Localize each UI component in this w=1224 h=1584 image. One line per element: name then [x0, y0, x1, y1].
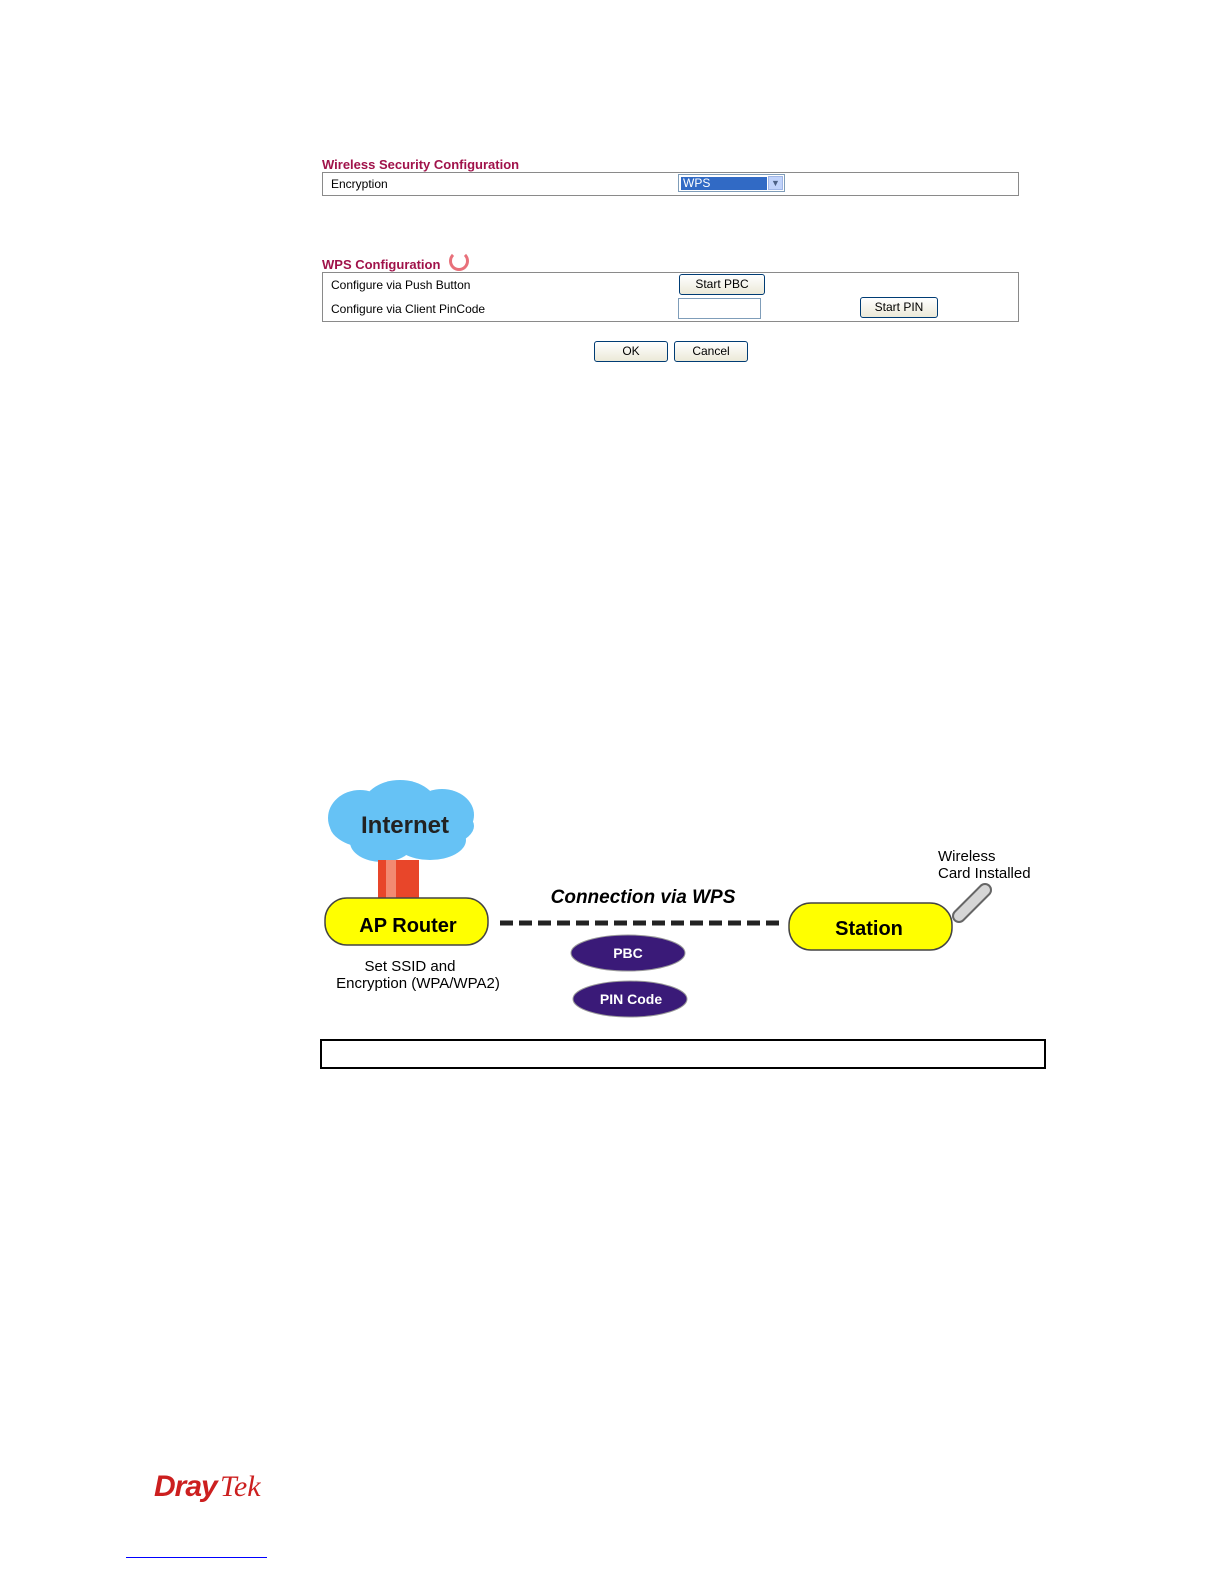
- encryption-selected-value: WPS: [681, 177, 767, 190]
- draytek-logo: [150, 1466, 290, 1506]
- chevron-down-icon[interactable]: ▼: [768, 176, 783, 190]
- pin-code-label: PIN Code: [599, 991, 663, 1007]
- svg-text:Dray: Dray: [154, 1470, 217, 1503]
- client-pincode-label: Configure via Client PinCode: [331, 302, 486, 316]
- ap-note-line-1: Set SSID and: [364, 958, 456, 975]
- pbc-label: PBC: [613, 945, 643, 961]
- pipe-highlight: [386, 860, 396, 900]
- wireless-card-icon: [959, 890, 985, 916]
- connection-label: Connection via WPS: [550, 887, 736, 908]
- start-pin-button[interactable]: Start PIN: [860, 297, 938, 318]
- start-pbc-button[interactable]: Start PBC: [679, 274, 765, 295]
- internet-label: Internet: [360, 812, 450, 839]
- wireless-security-title: Wireless Security Configuration: [322, 157, 520, 172]
- wps-configuration-title: WPS Configuration: [322, 257, 441, 272]
- station-note-line-1: Wireless: [938, 848, 996, 865]
- station-note-line-2: Card Installed: [938, 865, 1031, 882]
- footer-rule: [126, 1557, 267, 1558]
- cancel-button[interactable]: Cancel: [674, 341, 748, 362]
- figure-caption-box: [320, 1039, 1046, 1069]
- ok-button[interactable]: OK: [594, 341, 668, 362]
- uplink-pipe: [378, 860, 419, 900]
- ap-router-label: AP Router: [359, 915, 457, 937]
- station-label: Station: [835, 918, 903, 940]
- ap-note-line-2: Encryption (WPA/WPA2): [336, 975, 500, 992]
- svg-text:Tek: Tek: [220, 1470, 261, 1503]
- push-button-label: Configure via Push Button: [331, 278, 471, 292]
- encryption-label: Encryption: [331, 177, 388, 191]
